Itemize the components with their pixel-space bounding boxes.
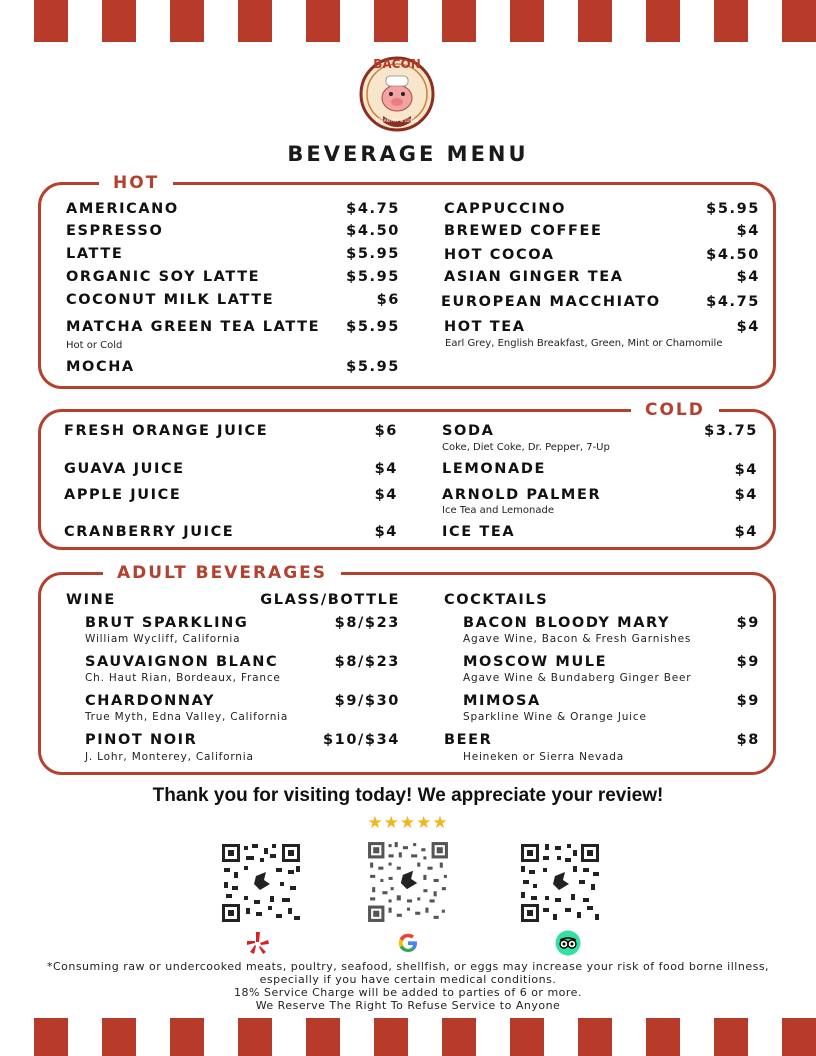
google-icon[interactable]: [395, 930, 421, 956]
menu-item-price: $4: [736, 269, 760, 285]
menu-item-name: HOT TEA: [444, 319, 526, 335]
menu-item-price: $5.95: [346, 359, 400, 375]
cocktail-name: MIMOSA: [463, 693, 541, 709]
menu-item-name: MATCHA GREEN TEA LATTE: [66, 319, 321, 335]
wine-price: $9/$30: [334, 693, 400, 709]
menu-item-price: $4: [734, 462, 758, 478]
disclaimer-line: 18% Service Charge will be added to parties of 6 or more.: [234, 986, 582, 999]
wine-note: J. Lohr, Monterey, California: [85, 751, 254, 763]
tripadvisor-qr-code[interactable]: [519, 842, 601, 924]
menu-item-price: $4: [374, 487, 398, 503]
cocktail-price: $9: [736, 693, 760, 709]
checkered-border-top: [0, 0, 816, 42]
menu-item-name: BREWED COFFEE: [444, 223, 603, 239]
menu-item-name: ICE TEA: [442, 524, 516, 540]
wine-note: True Myth, Edna Valley, California: [85, 711, 289, 723]
disclaimer: [30, 960, 786, 1012]
cocktail-price: $9: [736, 654, 760, 670]
disclaimer-line: *Consuming raw or undercooked meats, poultry, seafood, shellfish, or eggs may increase your risk of food borne illness,: [46, 960, 770, 973]
menu-item-price: $4: [734, 524, 758, 540]
thank-you-message: Thank you for visiting today! We appreciate your review!: [152, 785, 664, 806]
menu-item-name: ORGANIC SOY LATTE: [66, 269, 261, 285]
menu-item-name: CAPPUCCINO: [444, 201, 567, 217]
yelp-icon[interactable]: [245, 930, 271, 956]
menu-item-name: SODA: [442, 423, 495, 439]
menu-item-price: $5.95: [706, 201, 760, 217]
checkered-border-bottom: [0, 1018, 816, 1056]
wine-price: $10/$34: [322, 732, 400, 748]
menu-item-price: $4: [734, 487, 758, 503]
wine-name: SAUVAIGNON BLANC: [85, 654, 279, 670]
wine-price: $8/$23: [334, 654, 400, 670]
menu-item-name: EUROPEAN MACCHIATO: [441, 294, 661, 310]
tripadvisor-icon[interactable]: [555, 930, 581, 956]
cocktail-note: Agave Wine, Bacon & Fresh Garnishes: [463, 633, 692, 645]
menu-item-price: $4: [736, 319, 760, 335]
yelp-qr-code[interactable]: [220, 842, 302, 924]
svg-text:BREAKFAST & LUNCH: BREAKFAST & LUNCH: [375, 118, 419, 123]
page-title: BEVERAGE MENU: [287, 142, 529, 166]
beer-price: $8: [736, 732, 760, 748]
menu-item-name: GUAVA JUICE: [64, 461, 185, 477]
cocktail-name: BACON BLOODY MARY: [463, 615, 671, 631]
cocktail-note: Agave Wine & Bundaberg Ginger Beer: [463, 672, 692, 684]
wine-price: $8/$23: [334, 615, 400, 631]
menu-item-name: ASIAN GINGER TEA: [444, 269, 624, 285]
svg-text:BACON: BACON: [373, 57, 421, 71]
menu-item-note: Earl Grey, English Breakfast, Green, Mint or Chamomile: [445, 338, 723, 349]
menu-item-price: $6: [374, 423, 398, 439]
google-qr-code[interactable]: [366, 840, 450, 924]
wine-note: William Wycliff, California: [85, 633, 241, 645]
menu-item-name: MOCHA: [66, 359, 135, 375]
menu-item-name: HOT COCOA: [444, 247, 555, 263]
wine-name: CHARDONNAY: [85, 693, 216, 709]
wine-note: Ch. Haut Rian, Bordeaux, France: [85, 672, 281, 684]
menu-item-name: ESPRESSO: [66, 223, 164, 239]
menu-item-note: Ice Tea and Lemonade: [442, 505, 555, 516]
menu-item-name: AMERICANO: [66, 201, 179, 217]
cocktail-note: Sparkline Wine & Orange Juice: [463, 711, 647, 723]
menu-item-price: $5.95: [346, 319, 400, 335]
menu-item-price: $3.75: [704, 423, 758, 439]
section-label-cold: COLD: [631, 399, 719, 421]
menu-item-price: $4.50: [346, 223, 400, 239]
menu-item-price: $4: [736, 223, 760, 239]
cocktails-header: COCKTAILS: [444, 592, 549, 608]
menu-item-name: CRANBERRY JUICE: [64, 524, 235, 540]
wine-name: BRUT SPARKLING: [85, 615, 249, 631]
menu-item-name: LEMONADE: [442, 461, 546, 477]
wine-header: WINE: [66, 592, 116, 608]
menu-item-price: $6: [376, 292, 400, 308]
star-rating: ★★★★★: [367, 813, 449, 833]
menu-item-price: $5.95: [346, 269, 400, 285]
disclaimer-line: We Reserve The Right To Refuse Service to Anyone: [255, 999, 561, 1012]
menu-item-price: $4.50: [706, 247, 760, 263]
menu-item-price: $5.95: [346, 246, 400, 262]
cocktail-name: MOSCOW MULE: [463, 654, 608, 670]
menu-item-name: LATTE: [66, 246, 124, 262]
menu-item-note: Coke, Diet Coke, Dr. Pepper, 7-Up: [442, 442, 610, 453]
menu-item-note: Hot or Cold: [66, 340, 123, 351]
menu-item-price: $4: [374, 524, 398, 540]
menu-item-price: $4.75: [706, 294, 760, 310]
menu-item-name: APPLE JUICE: [64, 487, 182, 503]
bacon-logo: [357, 48, 437, 144]
menu-item-price: $4: [374, 461, 398, 477]
disclaimer-line: especially if you have certain medical conditions.: [259, 973, 557, 986]
beer-note: Heineken or Sierra Nevada: [463, 751, 624, 763]
section-label-adult: ADULT BEVERAGES: [103, 562, 341, 584]
wine-price-header: GLASS/BOTTLE: [260, 592, 400, 608]
menu-item-name: FRESH ORANGE JUICE: [64, 423, 269, 439]
menu-item-price: $4.75: [346, 201, 400, 217]
beer-name: BEER: [444, 732, 493, 748]
menu-item-name: COCONUT MILK LATTE: [66, 292, 275, 308]
section-label-hot: HOT: [99, 172, 173, 194]
wine-name: PINOT NOIR: [85, 732, 198, 748]
cocktail-price: $9: [736, 615, 760, 631]
menu-item-name: ARNOLD PALMER: [442, 487, 602, 503]
